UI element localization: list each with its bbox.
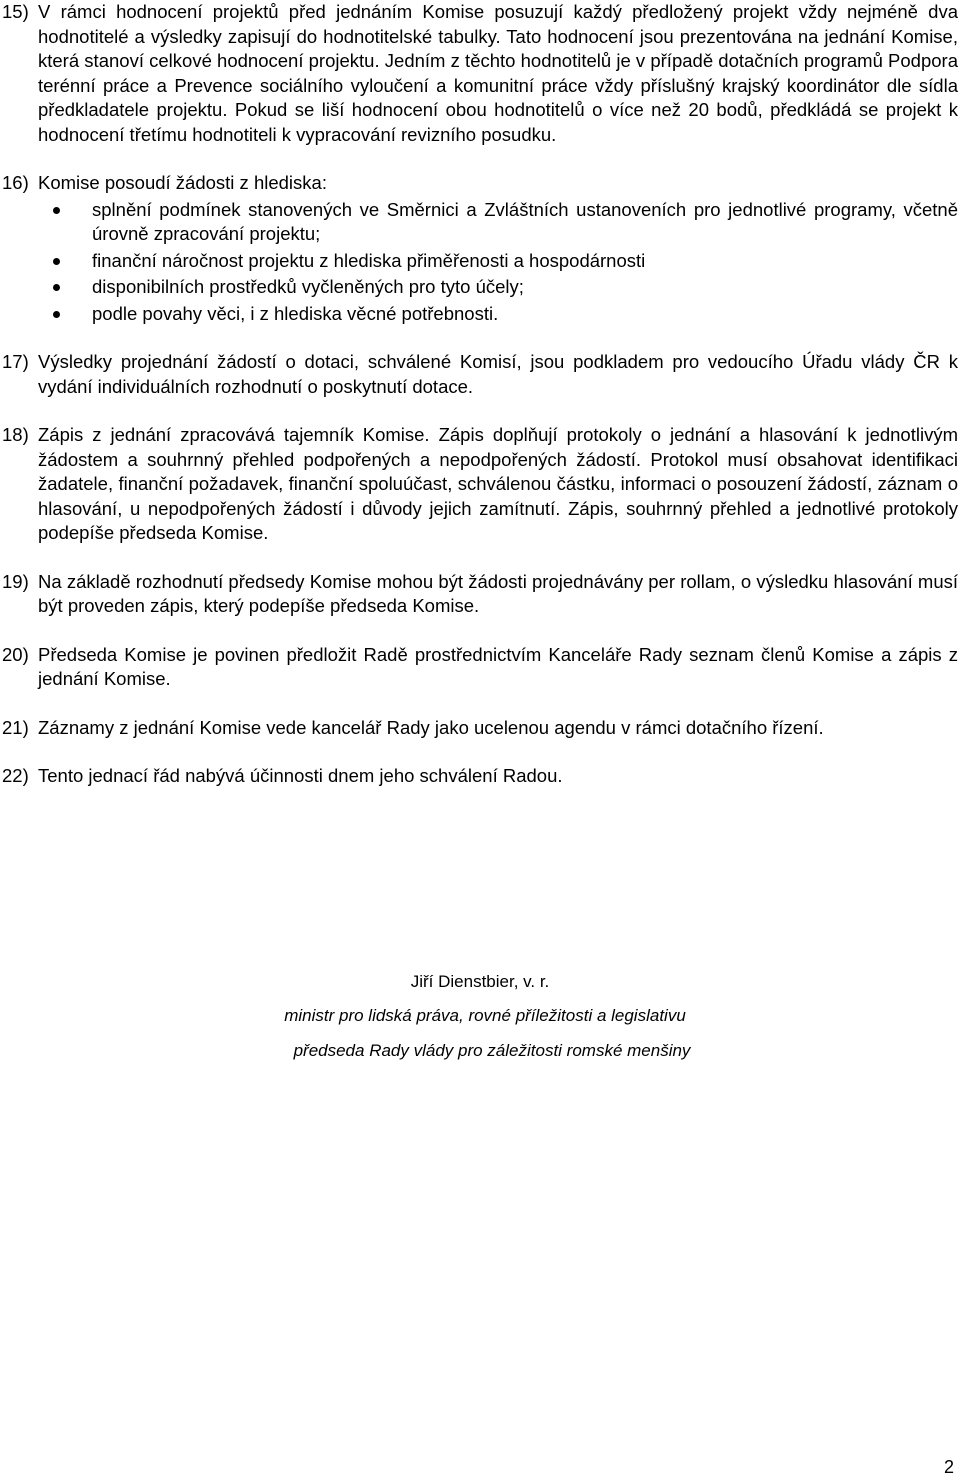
bullet-icon — [53, 258, 60, 265]
paragraph-text: Zápis z jednání zpracovává tajemník Komise. Zápis doplňují protokoly o jednání a hlasování k jednotlivým žádostem a souhrnný přehled podpořených a nepodpořených žádostí. Protokol musí obsahovat identifikaci žadatele, finanční požadavek, finanční spoluúčast, schválenou částku, informaci o posouzení žádostí, záznam o hlasování, u nepodpořených žádostí i důvody jejich zamítnutí. Zápis, souhrnný přehled a jednotlivé protokoly podepíše předseda Komise. — [38, 424, 958, 543]
paragraph-20 — [2, 643, 958, 692]
paragraph-15 — [2, 0, 958, 147]
paragraph-text: Tento jednací řád nabývá účinnosti dnem jeho schválení Radou. — [38, 765, 563, 786]
paragraph-21 — [2, 716, 958, 741]
paragraph-number: 17) — [2, 351, 29, 372]
paragraph-number: 18) — [2, 424, 29, 445]
document-body — [2, 0, 958, 813]
paragraph-number: 16) — [2, 172, 29, 193]
paragraph-17 — [2, 350, 958, 399]
paragraph-text: Předseda Komise je povinen předložit Radě prostřednictvím Kanceláře Rady seznam členů Komise a zápis z jednání Komise. — [38, 643, 958, 689]
paragraph-number: 19) — [2, 570, 29, 592]
signature-role-minister: ministr pro lidská práva, rovné příležitosti a legislativu — [284, 1006, 686, 1025]
list-item: splnění podmínek stanovených ve Směrnici a Zvláštních ustanoveních pro jednotlivé programy, včetně úrovně zpracování projektu; — [38, 198, 958, 247]
paragraph-19 — [2, 570, 958, 619]
list-item: podle povahy věci, i z hlediska věcné potřebnosti. — [38, 302, 958, 327]
paragraph-text: Komise posoudí žádosti z hlediska: — [38, 172, 327, 193]
paragraph-text: Výsledky projednání žádostí o dotaci, schválené Komisí, jsou podkladem pro vedoucího Úřadu vlády ČR k vydání individuálních rozhodnutí o poskytnutí dotace. — [38, 351, 958, 397]
bullet-icon — [53, 284, 60, 291]
paragraph-18 — [2, 423, 958, 546]
paragraph-number: 20) — [2, 643, 29, 665]
paragraph-16 — [2, 171, 958, 326]
paragraph-number: 21) — [2, 716, 29, 738]
list-item: disponibilních prostředků vyčleněných pro tyto účely; — [38, 275, 958, 300]
bullet-icon — [53, 311, 60, 318]
paragraph-text: Na základě rozhodnutí předsedy Komise mohou být žádosti projednávány per rollam, o výsledku hlasování musí být proveden zápis, který podepíše předseda Komise. — [38, 570, 958, 616]
list-item: finanční náročnost projektu z hlediska přiměřenosti a hospodárnosti — [38, 249, 958, 274]
paragraph-22 — [2, 764, 958, 789]
paragraph-number: 22) — [2, 765, 29, 786]
paragraph-text: Záznamy z jednání Komise vede kancelář Rady jako ucelenou agendu v rámci dotačního řízení. — [38, 716, 824, 738]
page-number: 2 — [943, 1457, 954, 1477]
signature-name: Jiří Dienstbier, v. r. — [410, 972, 550, 991]
signature-role-chair: předseda Rady vlády pro záležitosti romské menšiny — [293, 1041, 691, 1060]
paragraph-text: V rámci hodnocení projektů před jednáním Komise posuzují každý předložený projekt vždy nejméně dva hodnotitelé a výsledky zapisují do hodnotitelské tabulky. Tato hodnocení jsou prezentována na jednání Komise, která stanoví celkové hodnocení projektu. Jedním z těchto hodnotitelů je v případě dotačních programů Podpora terénní práce a Prevence sociálního vyloučení a komunitní práce vždy příslušný krajský koordinátor dle sídla předkladatele projektu. Pokud se liší hodnocení obou hodnotitelů o více než 20 bodů, předkládá se projekt k hodnocení třetímu hodnotiteli k vypracování revizního posudku. — [38, 1, 958, 145]
bullet-icon — [53, 207, 60, 214]
criteria-list — [38, 198, 958, 327]
paragraph-number: 15) — [2, 1, 29, 22]
